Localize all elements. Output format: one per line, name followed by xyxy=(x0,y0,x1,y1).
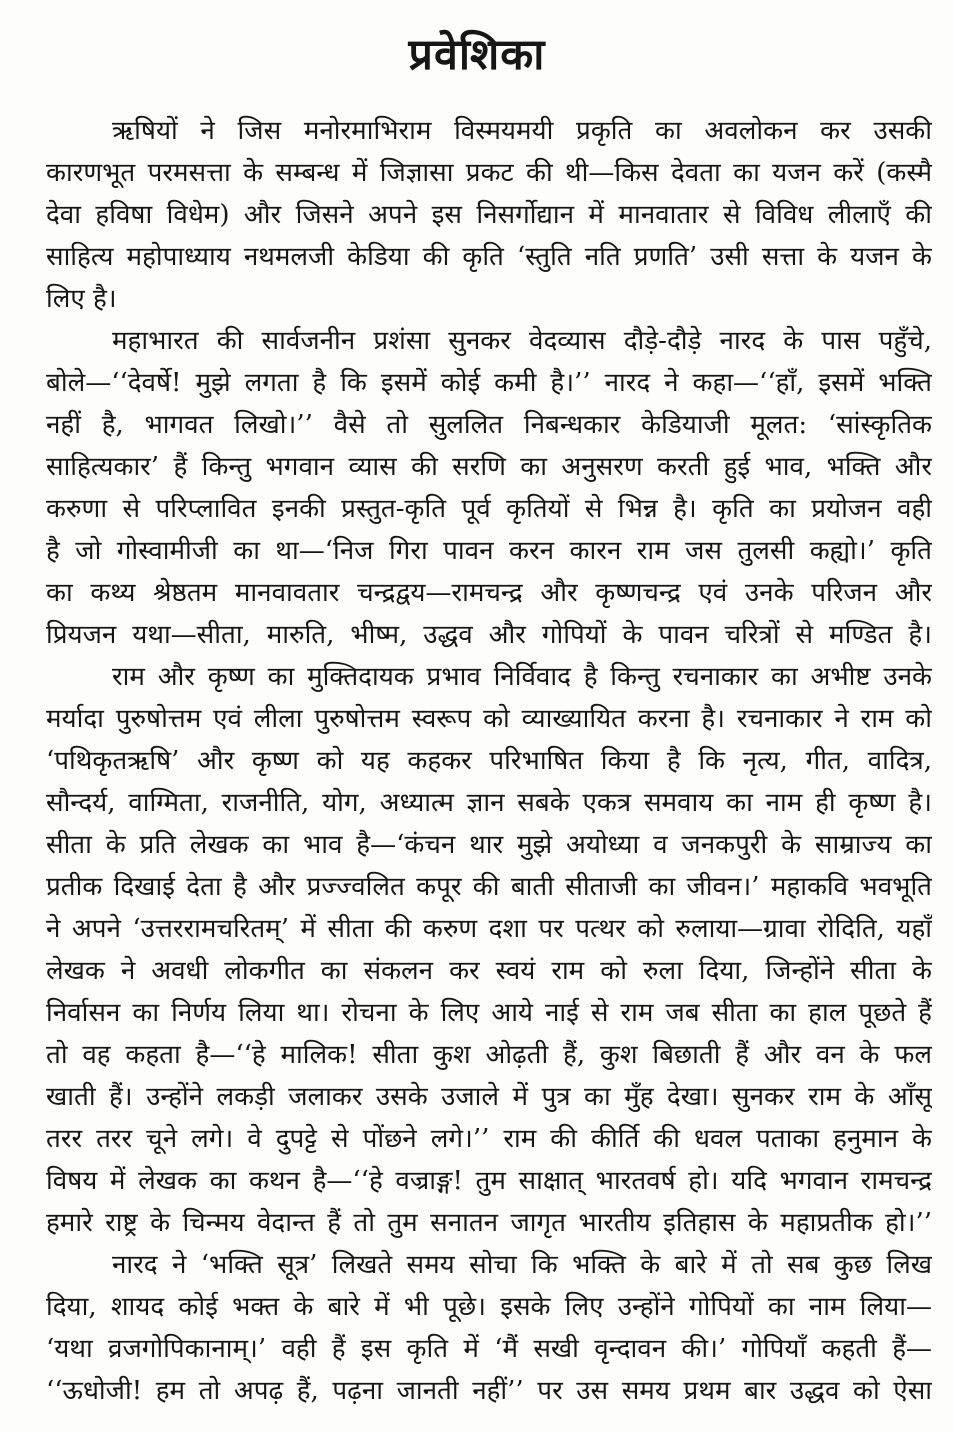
text-line: साहित्य महोपाध्याय नथमलजी केडिया की कृति ‘स्तुति नति प्रणति’ उसी सत्ता के यजन के xyxy=(46,242,932,272)
text-line: खाती हैं। उन्होंने लकड़ी जलाकर उसके उजाले में पुत्र का मुँह देखा। सुनकर राम के आँसू xyxy=(46,1082,932,1112)
text-line: ऋषियों ने जिस मनोरमाभिराम विस्मयमयी प्रकृति का अवलोकन कर उसकी xyxy=(112,116,932,146)
text-line: देवा हविषा विधेम) और जिसने अपने इस निसर्गोद्यान में मानवातार से विविध लीलाएँ की xyxy=(46,200,932,230)
text-line: महाभारत की सार्वजनीन प्रशंसा सुनकर वेदव्यास दौड़े-दौड़े नारद के पास पहुँचे, xyxy=(112,326,932,356)
paragraph-1 xyxy=(46,110,932,320)
text-line: हमारे राष्ट्र के चिन्मय वेदान्त हैं तो तुम सनातन जागृत भारतीय इतिहास के महाप्रतीक हो।’’ xyxy=(46,1208,932,1238)
text-line: निर्वासन का निर्णय लिया था। रोचना के लिए आये नाई से राम जब सीता का हाल पूछते हैं xyxy=(46,998,932,1028)
paragraph-3 xyxy=(46,656,932,1244)
text-line: प्रियजन यथा—सीता, मारुति, भीष्म, उद्धव और गोपियों के पावन चरित्रों से मण्डित है। xyxy=(46,620,932,650)
text-line: राम और कृष्ण का मुक्तिदायक प्रभाव निर्विवाद है किन्तु रचनाकार का अभीष्ट उनके xyxy=(112,662,932,692)
text-line: विषय में लेखक का कथन है—‘‘हे वज्राङ्ग! तुम साक्षात् भारतवर्ष हो। यदि भगवान रामचन्द्र xyxy=(46,1166,932,1196)
text-line: करुणा से परिप्लावित इनकी प्रस्तुत-कृति पूर्व कृतियों से भिन्न है। कृति का प्रयोजन वही xyxy=(46,494,932,524)
text-line: प्रतीक दिखाई देता है और प्रज्ज्वलित कपूर की बाती सीताजी का जीवन।’ महाकवि भवभूति xyxy=(46,872,932,902)
text-line: ‘पथिकृतऋषि’ और कृष्ण को यह कहकर परिभाषित किया है कि नृत्य, गीत, वादित्र, xyxy=(46,746,932,776)
text-line: लिए है। xyxy=(46,284,117,314)
paragraph-2 xyxy=(46,320,932,656)
text-line: ‘‘ऊधोजी! हम तो अपढ़ हैं, पढ़ना जानती नहीं’’ पर उस समय प्रथम बार उद्धव को ऐसा xyxy=(46,1376,932,1406)
text-line: ने अपने ‘उत्तररामचरितम्’ में सीता की करुण दशा पर पत्थर को रुलाया—ग्रावा रोदिति, यहाँ xyxy=(46,914,932,944)
text-line: है जो गोस्वामीजी का था—‘निज गिरा पावन करन कारन राम जस तुलसी कह्यो।’ कृति xyxy=(46,536,932,566)
paragraph-4 xyxy=(46,1244,932,1412)
text-line: सीता के प्रति लेखक का भाव है—‘कंचन थार मुझे अयोध्या व जनकपुरी के साम्राज्य का xyxy=(46,830,932,860)
text-line: बोले—‘‘देवर्षे! मुझे लगता है कि इसमें कोई कमी है।’’ नारद ने कहा—‘‘हाँ, इसमें भक्ति xyxy=(46,368,932,398)
text-line: का कथ्य श्रेष्ठतम मानवावतार चन्द्रद्वय—रामचन्द्र और कृष्णचन्द्र एवं उनके परिजन और xyxy=(46,578,932,608)
text-block xyxy=(0,86,954,1412)
text-line: तरर तरर चूने लगे। वे दुपट्टे से पोंछने लगे।’’ राम की कीर्ति की धवल पताका हनुमान के xyxy=(46,1124,932,1154)
text-line: साहित्यकार’ हैं किन्तु भगवान व्यास की सरणि का अनुसरण करती हुई भाव, भक्ति और xyxy=(46,452,932,482)
text-line: दिया, शायद कोई भक्त के बारे में भी पूछे। इसके लिए उन्होंने गोपियों का नाम लिया— xyxy=(46,1292,932,1322)
text-line: ‘यथा व्रजगोपिकानाम्।’ वही हैं इस कृति में ‘मैं सखी वृन्दावन की।’ गोपियाँ कहती हैं— xyxy=(46,1334,932,1364)
text-line: नहीं है, भागवत लिखो।’’ वैसे तो सुललित निबन्धकार केडियाजी मूलत: ‘सांस्कृतिक xyxy=(46,410,932,440)
text-line: लेखक ने अवधी लोकगीत का संकलन कर स्वयं राम को रुला दिया, जिन्होंने सीता के xyxy=(46,956,932,986)
text-line: तो वह कहता है—‘‘हे मालिक! सीता कुश ओढ़ती हैं, कुश बिछाती हैं और वन के फल xyxy=(46,1040,932,1070)
page-title: प्रवेशिका xyxy=(408,30,546,80)
text-line: मर्यादा पुरुषोत्तम एवं लीला पुरुषोत्तम स्वरूप को व्याख्यायित करना है। रचनाकार ने राम को xyxy=(46,704,932,734)
text-line: सौन्दर्य, वाग्मिता, राजनीति, योग, अध्यात्म ज्ञान सबके एकत्र समवाय का नाम ही कृष्ण है। xyxy=(46,788,932,818)
text-line: नारद ने ‘भक्ति सूत्र’ लिखते समय सोचा कि भक्ति के बारे में तो सब कुछ लिख xyxy=(112,1250,932,1280)
text-line: कारणभूत परमसत्ता के सम्बन्ध में जिज्ञासा प्रकट की थी—किस देवता का यजन करें (कस्मै xyxy=(46,158,932,188)
